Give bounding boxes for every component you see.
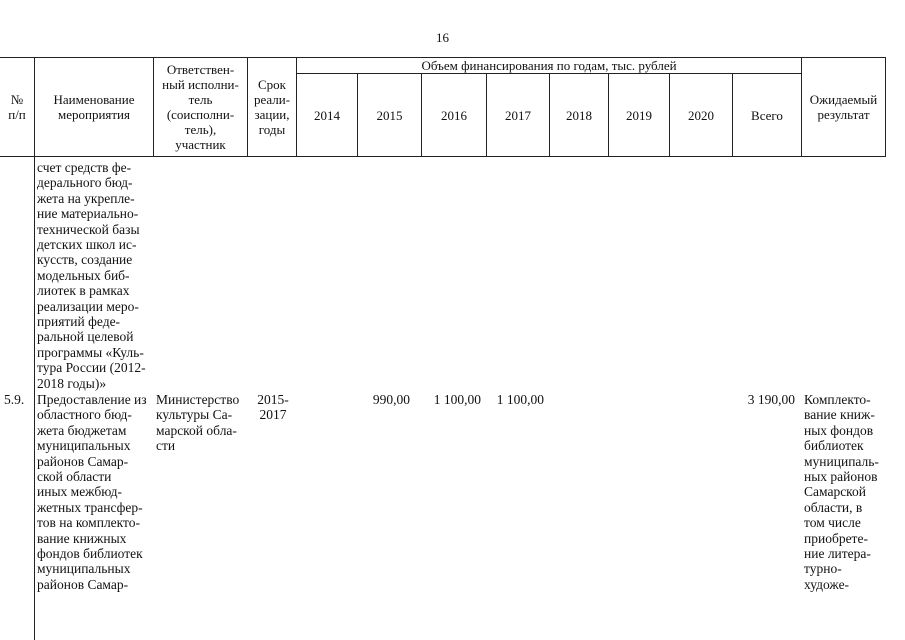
row-num-cell: 5.9.: [4, 392, 25, 407]
header-term: Срок реали- зации, годы: [253, 76, 291, 137]
header-year-2020: 2020: [688, 107, 714, 123]
page-number: 16: [436, 30, 449, 45]
row-responsible-cell: Министерство культуры Са- марской обла- сти: [156, 392, 240, 454]
header-total: Всего: [751, 107, 783, 123]
row-term-cell: 2015- 2017: [257, 392, 289, 423]
table-right-border: [885, 57, 886, 157]
header-year-2016: 2016: [441, 107, 467, 123]
row-value-2015: 990,00: [372, 392, 410, 407]
header-name: Наименование мероприятия: [53, 91, 135, 122]
row-value-total: 3 190,00: [747, 392, 795, 407]
row-value-2016: 1 100,00: [433, 392, 481, 407]
header-result: Ожидаемый результат: [809, 91, 878, 122]
row-name-cell: счет средств фе- дерального бюд- жета на укрепле- ние материально- технической базы детских школ ис- кусств, создание модельных биб- лиотек в рамках реализации меро- приятий феде- ральной целевой программы «Куль- тура России (2012- 2018 годы)»: [37, 160, 146, 391]
header-year-2018: 2018: [566, 107, 592, 123]
header-year-2017: 2017: [505, 107, 531, 123]
header-year-2015: 2015: [376, 107, 403, 123]
header-year-2019: 2019: [626, 107, 652, 123]
header-num: № п/п: [8, 91, 26, 122]
header-bottom-border: [0, 156, 886, 157]
header-responsible: Ответствен- ный исполни- тель (соисполни- тель), участник: [162, 61, 239, 152]
header-funding-group: Объем финансирования по годам, тыс. рублей: [421, 57, 677, 73]
row-name-cell: Предоставление из областного бюд- жета бюджетам муниципальных районов Самар- ской области иных межбюд- жетных трансфер- тов на комплекто- вание книжных фондов библиотек муниципальных районов Самар-: [37, 392, 147, 592]
row-value-2017: 1 100,00: [496, 392, 544, 407]
row-result-cell: Комплекто- вание книж- ных фондов библиотек муниципаль- ных районов Самарской области, в том числе приобрете- ние литера- турно- художе-: [804, 392, 879, 592]
header-year-2014: 2014: [314, 107, 340, 123]
